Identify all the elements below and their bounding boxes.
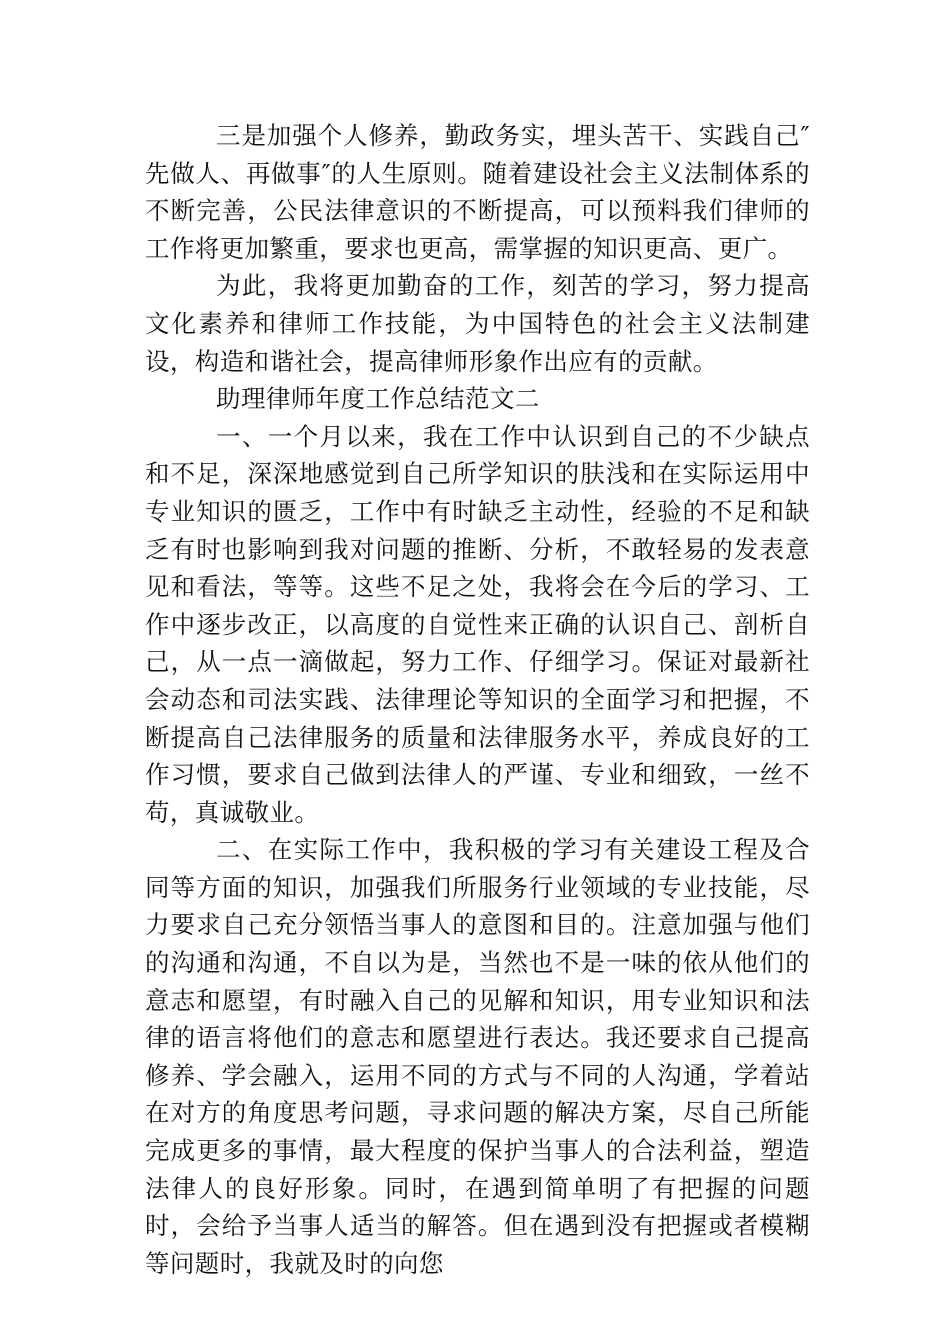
document-body — [145, 117, 810, 1282]
paragraph-self-cultivation: 三是加强个人修养，勤政务实，埋头苦干、实践自己″先做人、再做事″的人生原则。随着建设社会主义法制体系的不断完善，公民法律意识的不断提高，可以预料我们律师的工作将更加繁重，要求也更高，需掌握的知识更高、更广。 — [145, 121, 810, 263]
section-heading: 助理律师年度工作总结范文二 — [216, 384, 540, 414]
paragraph-shortcomings: 一、一个月以来，我在工作中认识到自己的不少缺点和不足，深深地感觉到自己所学知识的肤浅和在实际运用中专业知识的匮乏，工作中有时缺乏主动性，经验的不足和缺乏有时也影响到我对问题的推断、分析，不敢轻易的发表意见和看法，等等。这些不足之处，我将会在今后的学习、工作中逐步改正，以高度的自觉性来正确的认识自己、剖析自己，从一点一滴做起，努力工作、仔细学习。保证对最新社会动态和司法实践、法律理论等知识的全面学习和把握，不断提高自己法律服务的质量和法律服务水平，养成良好的工作习惯，要求自己做到法律人的严谨、专业和细致，一丝不苟，真诚敬业。 — [145, 421, 810, 827]
paragraph-commitment: 为此，我将更加勤奋的工作，刻苦的学习，努力提高文化素养和律师工作技能，为中国特色的社会主义法制建设，构造和谐社会，提高律师形象作出应有的贡献。 — [145, 271, 810, 376]
paragraph-practical-work: 二、在实际工作中，我积极的学习有关建设工程及合同等方面的知识，加强我们所服务行业领域的专业技能，尽力要求自己充分领悟当事人的意图和目的。注意加强与他们的沟通和沟通，不自以为是，当然也不是一味的依从他们的意志和愿望，有时融入自己的见解和知识，用专业知识和法律的语言将他们的意志和愿望进行表达。我还要求自己提高修养、学会融入，运用不同的方式与不同的人沟通，学着站在对方的角度思考问题，寻求问题的解决方案，尽自己所能完成更多的事情，最大程度的保护当事人的合法利益，塑造法律人的良好形象。同时，在遇到简单明了有把握的问题时，会给予当事人适当的解答。但在遇到没有把握或者模糊等问题时，我就及时的向您 — [145, 835, 810, 1278]
